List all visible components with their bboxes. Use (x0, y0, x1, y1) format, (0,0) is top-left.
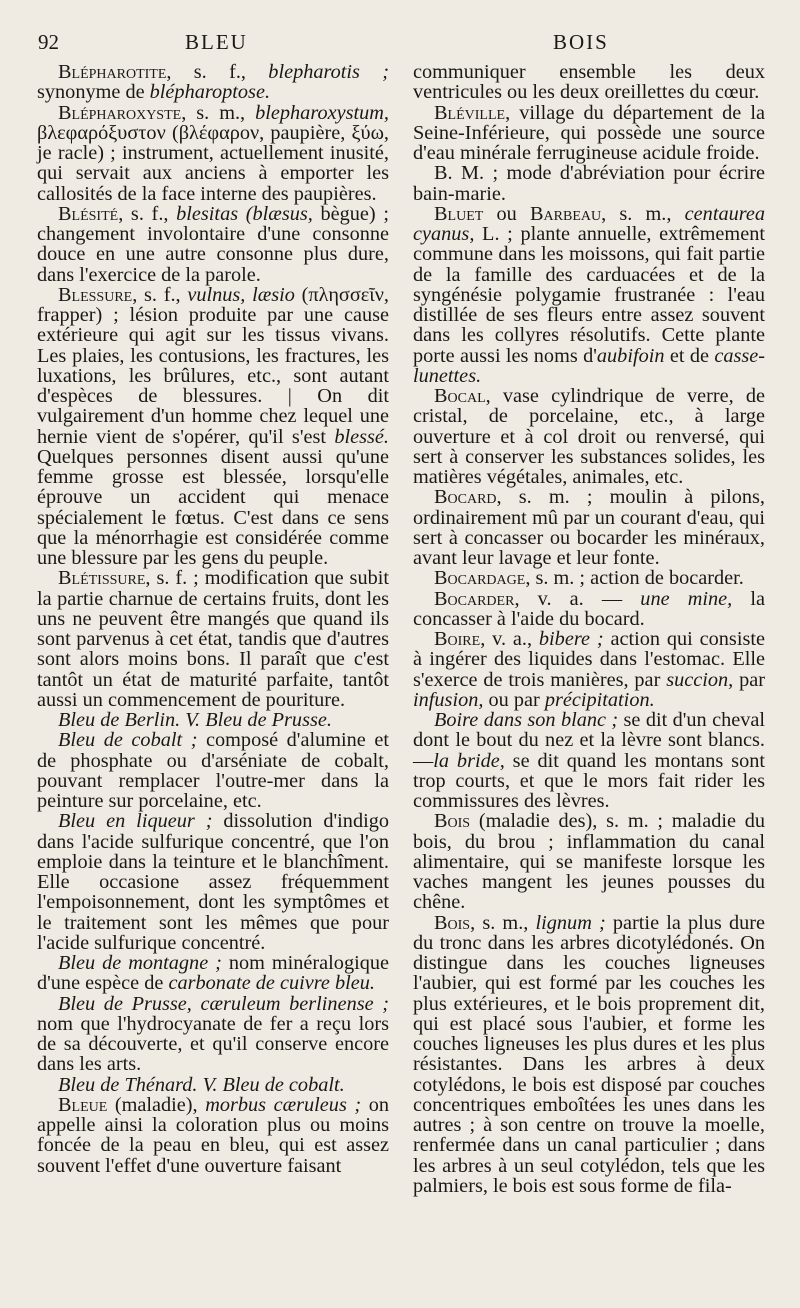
entry-text: action qui consiste à ingérer des liquides dans l'estomac. Elle s'exerce de trois manières, par (413, 628, 765, 691)
dictionary-entry (413, 62, 765, 103)
entry-text: , s. m. ; moulin à pilons, ordinairement mû par un courant d'eau, qui sert à concasser ou bocarder les minéraux, avant leur lavage et leur fonte. (413, 486, 765, 569)
entry-text: B. M. ; mode d'abréviation pour écrire bain-marie. (413, 162, 765, 205)
dictionary-entry (37, 1075, 389, 1095)
entry-italic: Bleu de cobalt ; (58, 729, 198, 752)
entry-italic: une mine, (640, 587, 733, 610)
dictionary-entry (37, 62, 389, 103)
dictionary-entry (37, 811, 389, 953)
dictionary-entry (37, 568, 389, 710)
entry-text: et de (664, 344, 715, 367)
entry-italic: bibere ; (538, 628, 604, 650)
left-column (37, 62, 389, 1176)
entry-text: (maladie des), s. m. ; maladie du bois, du brou ; inflammation du canal alimentaire, qui se manifeste lorsque les vaches mangent les jeunes pousses du chêne. (413, 810, 765, 914)
entry-headword: Bois (434, 911, 471, 934)
entry-text: , s. f., (166, 61, 269, 83)
entry-headword: Boire (434, 628, 481, 650)
entry-text: ou par (483, 688, 545, 711)
entry-italic: Bleu en liqueur ; (58, 810, 213, 833)
dictionary-entry (37, 730, 389, 811)
dictionary-entry (413, 386, 765, 487)
entry-text: se dit quand les montans sont trop courts, et que le mors fait rider les commissures des lèvres. (413, 749, 765, 812)
entry-italic: Bleu de Prusse, cæruleum berlinense ; (58, 992, 389, 1015)
entry-headword: Bocardage (434, 567, 526, 590)
dictionary-entry (413, 487, 765, 568)
dictionary-entry (413, 913, 765, 1197)
entry-italic: blessé. (334, 425, 389, 448)
entry-text: , v. a., (480, 628, 539, 650)
entry-text: bègue) ; changement involontaire d'une consonne douce en une autre consonne plus dure, dans l'exercice de la parole. (37, 202, 389, 286)
entry-text: βλεφαρόξυστον (βλέφαρον, paupière, ξύω, je racle) ; instrument, actuellement inusité, qui servait aux anciens à emporter les callosités de la face interne des paupières. (37, 121, 389, 205)
entry-text: , vase cylindrique de verre, de cristal, de porcelaine, etc., à large ouverture et à col droit ou renversé, qui sert à conserver les substances solides, les matières végétales, animales, etc. (413, 385, 765, 488)
entry-italic: vulnus, læsio (187, 283, 295, 306)
dictionary-entry (413, 568, 765, 588)
entry-italic: centaurea cyanus, (413, 202, 766, 245)
entry-italic: précipitation. (544, 688, 655, 711)
entry-headword: Blétissure (58, 567, 146, 590)
entry-text: nom minéralogique d'une espèce de (37, 952, 390, 995)
entry-headword: Bois (434, 810, 471, 833)
entry-text: , village du département de la Seine-Inférieure, qui possède une source d'eau minérale ferrugineuse acidule froide. (413, 101, 765, 164)
entry-headword: Bleue (58, 1093, 108, 1116)
running-header (0, 30, 800, 60)
entry-text: se dit d'un cheval dont le bout du nez et la lèvre sont blancs.— (413, 709, 765, 772)
entry-text: composé d'alumine et de phosphate ou d'arséniate de cobalt, pouvant remplacer l'outre-mer dans la peinture sur porcelaine, etc. (37, 729, 389, 812)
page-number: 92 (38, 30, 59, 54)
dictionary-entry (37, 103, 389, 204)
dictionary-entry (413, 163, 765, 204)
entry-italic: lignum ; (535, 911, 606, 934)
entry-text: la concasser à l'aide du bocard. (413, 587, 765, 630)
entry-italic: carbonate de cuivre bleu. (168, 972, 375, 995)
entry-italic: blesitas (blæsus, (176, 202, 313, 225)
entry-headword: Blésité (58, 202, 119, 225)
entry-italic: blépharoptose. (149, 81, 271, 104)
entry-italic: Bleu de Berlin. V. Bleu de Prusse. (58, 709, 332, 731)
entry-headword: Bocal (434, 385, 486, 407)
entry-italic: Boire dans son blanc ; (434, 709, 619, 731)
entry-text: , s. m., (181, 101, 256, 124)
right-running-title: BOIS (553, 30, 609, 54)
dictionary-entry (413, 710, 765, 811)
entry-text: , v. a. — (514, 587, 641, 610)
entry-headword: Blessure (58, 283, 133, 306)
entry-italic: blepharotis ; (268, 61, 390, 83)
dictionary-entry (37, 1095, 389, 1176)
entry-italic: morbus cæruleus ; (205, 1093, 362, 1116)
entry-headword: Blépharotite (58, 61, 167, 83)
entry-text: dissolution d'indigo dans l'acide sulfurique concentré, que l'on emploie dans la teinture et le blanchîment. Elle occasione assez fréquemment l'empoisonnement, dont les symptômes et le traitement sont les mêmes que pour l'acide sulfurique concentré. (37, 810, 390, 954)
dictionary-entry (413, 204, 765, 386)
entry-italic: aubifoin (596, 344, 665, 367)
entry-headword: Blépharoxyste (58, 101, 182, 124)
entry-headword: Bocarder (434, 587, 515, 610)
entry-text: communiquer ensemble les deux ventricules ou les deux oreillettes du cœur. (413, 61, 765, 104)
left-running-title: BLEU (185, 30, 248, 54)
dictionary-entry (37, 994, 389, 1075)
entry-text: (maladie), (107, 1093, 206, 1116)
dictionary-entry (37, 710, 389, 730)
entry-text: partie la plus dure du tronc dans les arbres dicotylédonés. On distingue dans les couches ligneuses l'aubier, qui est formé par les couches les plus extérieures, et le bois proprement dit, qui est placé sous l'aubier, et forme les couches ligneuses les plus dures et les plus résistantes. Dans les arbres à deux cotylédons, le bois est disposé par couches concentriques emboîtées les unes dans les autres ; à son centre on trouve la moelle, renfermée dans un canal particulier ; dans les arbres à un seul cotylédon, tels que les palmiers, le bois est sous forme de fila- (413, 911, 765, 1197)
entry-italic: Bleu de Thénard. V. Bleu de cobalt. (58, 1073, 345, 1096)
entry-text: , s. f., (118, 202, 177, 225)
entry-text: , s. f., (132, 283, 188, 306)
dictionary-entry (413, 103, 765, 164)
entry-italic: blepharoxystum, (255, 101, 389, 124)
entry-headword: Barbeau (530, 202, 602, 225)
entry-text: , s. m. ; action de bocarder. (525, 567, 744, 590)
dictionary-entry (37, 204, 389, 285)
entry-italic: la bride, (433, 749, 505, 772)
dictionary-entry (413, 811, 765, 912)
dictionary-entry (413, 589, 765, 630)
entry-text: L. ; plante annuelle, extrêmement commune dans les moissons, qui fait partie de la famille des carduacées et de la syngénésie polygamie frustranée : l'eau distillée de ses fleurs entre assez souvent dans les collyres résolutifs. Cette plante porte aussi les noms d' (413, 223, 765, 367)
entry-headword: Bocard (434, 486, 497, 509)
entry-text: par (733, 668, 766, 691)
dictionary-entry (413, 629, 765, 710)
entry-text: ou (483, 202, 530, 225)
entry-text: , s. m., (601, 202, 685, 225)
entry-headword: Bléville (434, 101, 506, 124)
entry-italic: succion, (666, 668, 734, 691)
entry-text: , s. f. ; modification que subit la partie charnue de certains fruits, dont les uns ne peuvent être mangés que quand ils sont parvenus à cet état, tandis que d'autres sont alors moins bons. Il paraît que c'est tantôt un état de maturité parfaite, tantôt aussi un commencement de pouriture. (37, 567, 389, 711)
entry-italic: Bleu de montagne ; (58, 952, 222, 974)
entry-text: Quelques personnes disent aussi qu'une femme grosse est blessée, lorsqu'elle éprouve un accident qui menace spécialement le fœtus. C'est dans ce sens que la ménorrhagie est considérée comme une blessure par les gens du peuple. (37, 445, 389, 569)
entry-headword: Bluet (434, 202, 484, 225)
entry-text: (πλησσεῖν, frapper) ; lésion produite par une cause extérieure qui agit sur les tissus vivans. Les plaies, les contusions, les fractures, les luxations, les brûlures, etc., sont autant d'espèces de blessures. | On dit vulgairement d'un homme chez lequel une hernie vient de s'opérer, qu'il s'est (37, 283, 390, 448)
dictionary-entry (37, 285, 389, 569)
right-column (413, 62, 765, 1196)
entry-text: , s. m., (470, 911, 536, 934)
entry-text: nom que l'hydrocyanate de fer a reçu lors de sa découverte, et qu'il conserve encore dans les arts. (37, 1012, 389, 1076)
dictionary-entry (37, 953, 389, 994)
entry-italic: infusion, (413, 688, 484, 711)
entry-text: on appelle ainsi la coloration plus ou moins foncée de la peau en bleu, qui est assez souvent l'effet d'une ouverture faisant (37, 1093, 389, 1177)
entry-text: synonyme de (37, 81, 150, 104)
entry-italic: casse-lunettes. (413, 344, 765, 387)
